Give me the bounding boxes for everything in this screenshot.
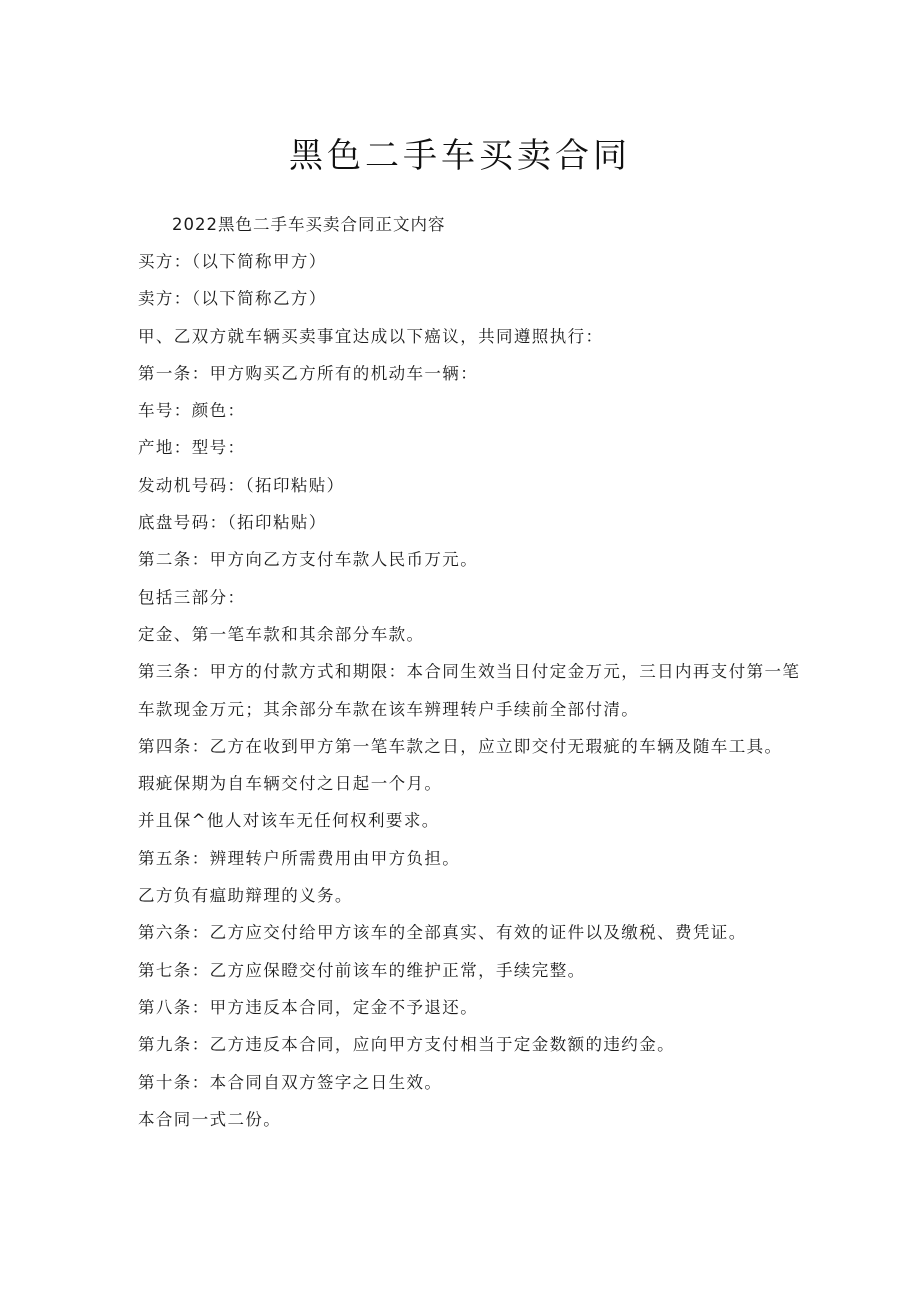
line-article-3-cont: 车款现金万元；其余部分车款在该车辨理转户手续前全部付清。 [138,699,640,719]
line-payment-parts: 定金、第一笔车款和其余部分车款。 [138,624,425,644]
document-subtitle: 2022黑色二手车买卖合同正文内容 [172,215,446,234]
line-seller: 卖方：（以下简称乙方） [138,289,327,309]
line-three-parts: 包括三部分： [138,587,246,607]
line-article-1: 第一条：甲方购买乙方所有的机动车一辆： [138,363,479,383]
line-engine-number: 发动机号码：（拓印粘贴） [138,475,345,495]
line-article-10: 第十条：本合同自双方签字之日生效。 [138,1072,443,1092]
contract-body [138,250,801,1145]
line-article-8: 第八条：甲方违反本合同，定金不予退还。 [138,997,479,1017]
line-origin-model: 产地：型号： [138,438,246,458]
line-chassis-number: 底盘号码：（拓印粘贴） [138,513,327,533]
line-no-claims: 并且保^他人对该车无任何权利要求。 [138,811,440,831]
line-article-7: 第七条：乙方应保瞪交付前该车的维护正常，手续完整。 [138,960,586,980]
line-assist-duty: 乙方负有瘟助辩理的义务。 [138,886,353,906]
line-copies: 本合同一式二份。 [138,1109,282,1129]
line-article-3: 第三条：甲方的付款方式和期限：本合同生效当日付定金万元，三日内再支付第一笔 [138,662,801,682]
line-agreement: 甲、乙双方就车辆买卖事宜达成以下癌议，共同遵照执行： [138,326,604,346]
document-title: 黑色二手车买卖合同 [289,136,631,176]
line-article-6: 第六条：乙方应交付给甲方该车的全部真实、有效的证件以及缴税、费凭证。 [138,923,747,943]
line-buyer: 买方：（以下简称甲方） [138,252,327,271]
line-article-9: 第九条：乙方违反本合同，应向甲方支付相当于定金数额的违约金。 [138,1035,675,1055]
line-article-5: 第五条：辨理转户所需费用由甲方负担。 [138,848,461,868]
line-plate-color: 车号：颜色： [138,401,246,421]
line-article-2: 第二条：甲方向乙方支付车款人民币万元。 [138,550,479,570]
line-article-4: 第四条：乙方在收到甲方第一笔车款之日，应立即交付无瑕疵的车辆及随车工具。 [138,736,783,756]
line-warranty-period: 瑕疵保期为自车辆交付之日起一个月。 [138,774,443,794]
